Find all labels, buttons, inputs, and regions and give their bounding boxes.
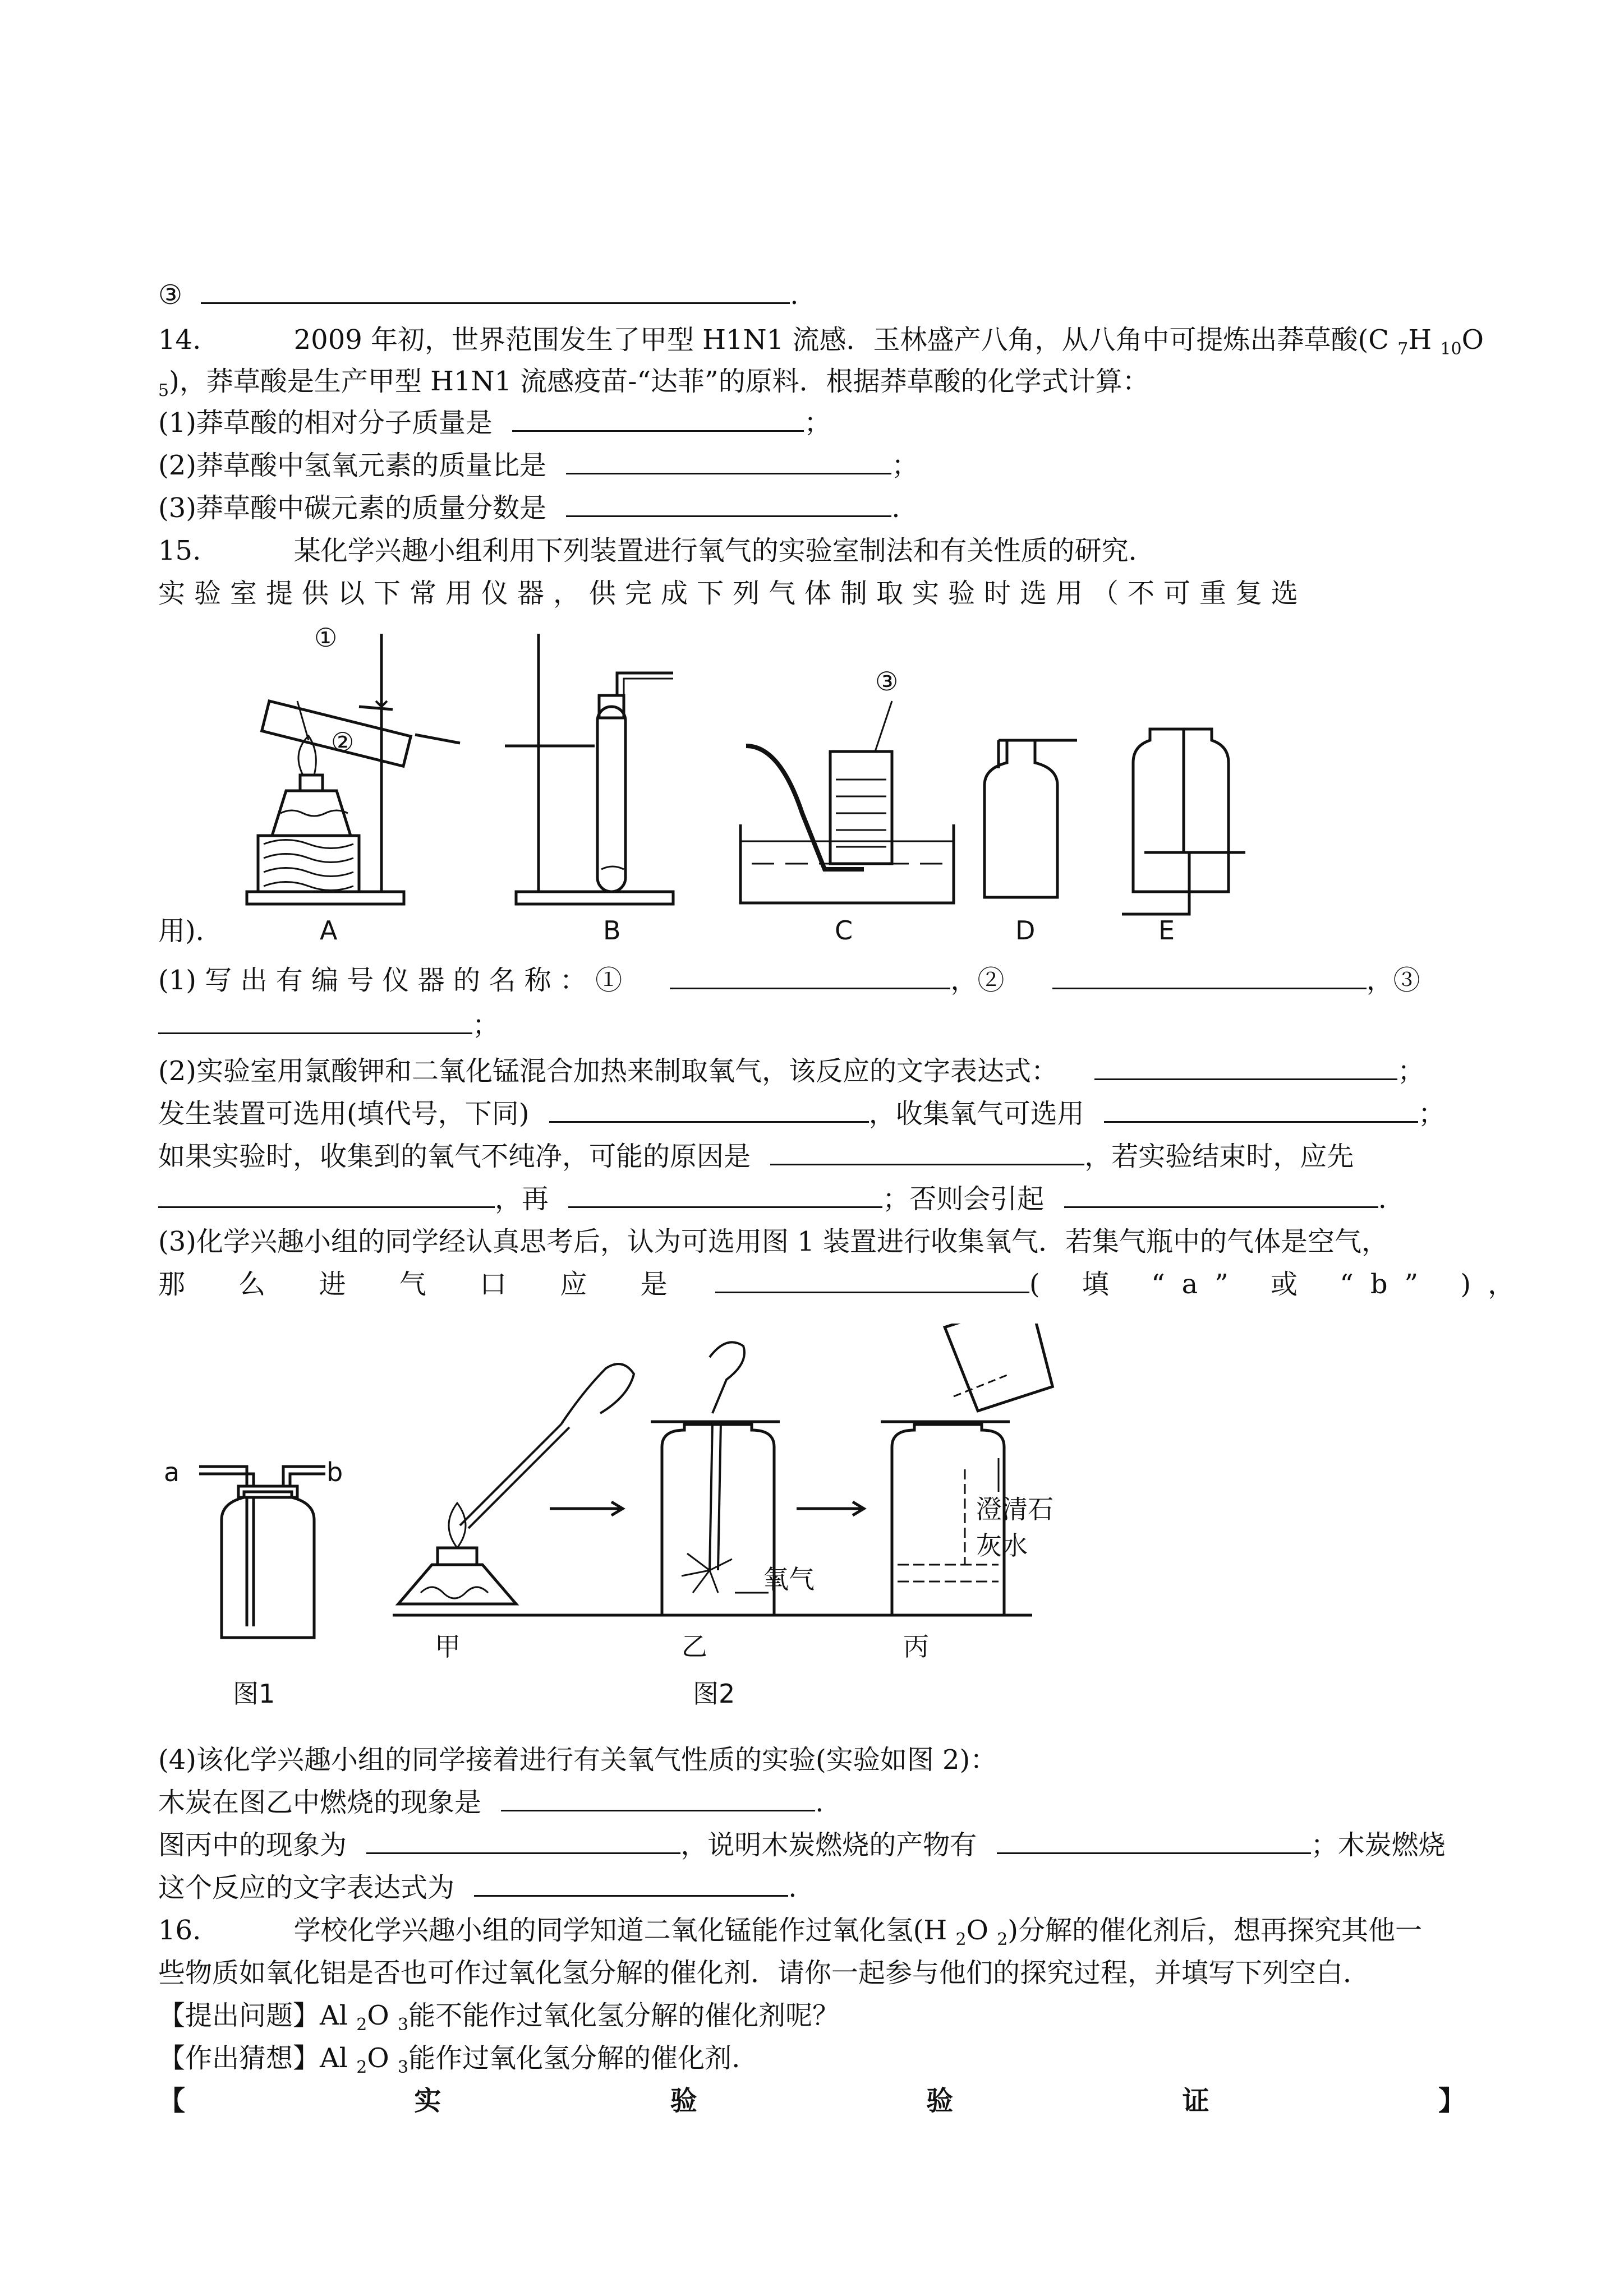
label-limewater-1: 澄清石 xyxy=(976,1494,1053,1524)
question-text: ( 填 “a” 或 “b” )， xyxy=(1029,1269,1532,1300)
answer-blank[interactable] xyxy=(512,408,804,432)
oxygen-jar xyxy=(651,1342,780,1615)
answer-blank[interactable] xyxy=(158,1010,472,1034)
q15-p4b xyxy=(158,1787,824,1818)
q16-line2: 些物质如氧化铝是否也可作过氧化氢分解的催化剂．请你一起参与他们的探究过程，并填写下列空白． xyxy=(158,1957,1370,1989)
limewater-jar xyxy=(881,1324,1058,1615)
answer-blank[interactable] xyxy=(501,1787,815,1811)
answer-blank[interactable] xyxy=(670,965,950,989)
label-d: D xyxy=(1015,915,1036,946)
formula-part: O xyxy=(1461,324,1484,356)
gas-bottle-fig1 xyxy=(199,1467,325,1638)
formula-part: O xyxy=(367,2000,389,2031)
bracket-close: 】 xyxy=(1438,2085,1465,2117)
answer-blank[interactable] xyxy=(201,280,790,304)
question-text: 发生装置可选用(填代号，下同) xyxy=(158,1098,530,1129)
answer-blank[interactable] xyxy=(549,1099,869,1123)
question-number: 16. xyxy=(158,1915,201,1946)
q16-question xyxy=(158,2000,839,2041)
q13-line xyxy=(158,279,799,311)
punct: ； xyxy=(804,407,831,439)
formula-part: O xyxy=(966,1915,988,1946)
punct: ，② xyxy=(950,965,1005,996)
punct: . xyxy=(815,1787,824,1818)
question-text: 那 么 进 气 口 应 是 xyxy=(158,1269,690,1300)
punct: ； xyxy=(1397,1055,1425,1087)
q14-sub3 xyxy=(158,492,900,524)
q16-hypothesis xyxy=(158,2043,740,2083)
subscript: 10 xyxy=(1440,339,1462,359)
question-text: 木炭在图乙中燃烧的现象是 xyxy=(158,1787,482,1818)
caption-fig2: 图2 xyxy=(693,1679,735,1709)
item-marker: ③ xyxy=(158,279,183,311)
question-text: 这个反应的文字表达式为 xyxy=(158,1872,455,1903)
q15-p4c xyxy=(158,1829,1446,1861)
q15-p4a: (4)该化学兴趣小组的同学接着进行有关氧气性质的实验(实验如图 2)： xyxy=(158,1744,997,1776)
question-text: ，收集氧气可选用 xyxy=(868,1098,1084,1129)
question-text: )，莽草酸是生产甲型 H1N1 流感疫苗-“达菲”的原料．根据莽草酸的化学式计算： xyxy=(169,366,1149,397)
apparatus-b xyxy=(505,634,673,904)
q15-p2b xyxy=(158,1098,1445,1129)
label-a: A xyxy=(320,915,338,946)
question-text: (2)莽草酸中氢氧元素的质量比是 xyxy=(158,450,546,481)
q15-line1 xyxy=(158,535,1156,566)
q15-p1 xyxy=(158,965,1420,996)
question-text: (1) 写 出 有 编 号 仪 器 的 名 称 ： ① xyxy=(158,965,623,996)
subscript: 3 xyxy=(398,2015,409,2035)
question-number: 14. xyxy=(158,324,201,356)
label-marker-3: ③ xyxy=(875,666,899,697)
question-text: 图丙中的现象为 xyxy=(158,1829,347,1861)
subscript: 7 xyxy=(1397,339,1409,359)
punct: . xyxy=(891,492,900,524)
alcohol-lamp xyxy=(398,1364,634,1604)
question-text: ，再 xyxy=(495,1183,549,1215)
punct: . xyxy=(790,279,799,311)
question-text: (2)实验室用氯酸钾和二氧化锰混合加热来制取氧气，该反应的文字表达式： xyxy=(158,1055,1058,1087)
answer-blank[interactable] xyxy=(1094,1056,1397,1080)
answer-blank[interactable] xyxy=(715,1269,1029,1293)
formula-part: O xyxy=(367,2043,389,2074)
question-text: 学校化学兴趣小组的同学知道二氧化锰能作过氧化氢(H xyxy=(293,1915,947,1946)
formula-part: H xyxy=(1408,324,1432,356)
heading-char: 验 xyxy=(926,2085,954,2117)
punct: ； xyxy=(472,1009,500,1041)
subscript: 2 xyxy=(356,2015,367,2035)
answer-blank[interactable] xyxy=(1104,1099,1418,1123)
question-text: 【提出问题】Al xyxy=(158,2000,348,2031)
answer-blank[interactable] xyxy=(770,1141,1084,1165)
q15-p1-cont xyxy=(158,1009,499,1041)
question-text: 如果实验时，收集到的氧气不纯净，可能的原因是 xyxy=(158,1141,751,1172)
q15-line3: 用)． xyxy=(158,915,223,947)
question-text: (1)莽草酸的相对分子质量是 xyxy=(158,407,493,439)
caption-fig1: 图1 xyxy=(233,1679,275,1709)
q15-p2d xyxy=(158,1183,1387,1215)
question-text: 能作过氧化氢分解的催化剂. xyxy=(408,2043,740,2074)
question-text: (3)莽草酸中碳元素的质量分数是 xyxy=(158,492,546,524)
subscript: 3 xyxy=(398,2058,409,2077)
question-text: ，若实验结束时，应先 xyxy=(1084,1141,1354,1172)
question-text: 能不能作过氧化氢分解的催化剂呢？ xyxy=(408,2000,840,2031)
q15-p3a: (3)化学兴趣小组的同学经认真思考后，认为可选用图 1 装置进行收集氧气．若集气瓶中的气体是空气， xyxy=(158,1226,1389,1257)
heading-char: 证 xyxy=(1182,2085,1209,2117)
subscript: 2 xyxy=(356,2058,367,2077)
label-yi: 乙 xyxy=(682,1631,707,1662)
q15-line2: 实验室提供以下常用仪器，供完成下列气体制取实验时选用（不可重复选 xyxy=(158,578,1308,609)
q16-line1 xyxy=(158,1915,1422,1956)
punct: ； xyxy=(1418,1098,1446,1129)
label-marker-2: ② xyxy=(331,727,355,757)
q15-p3b xyxy=(158,1269,1531,1300)
answer-blank[interactable] xyxy=(158,1184,495,1208)
answer-blank[interactable] xyxy=(1064,1184,1378,1208)
label-jia: 甲 xyxy=(435,1631,461,1662)
punct: . xyxy=(788,1872,797,1903)
subscript: 2 xyxy=(955,1930,967,1949)
q15-p2a xyxy=(158,1055,1424,1087)
q14-line1 xyxy=(158,324,1484,365)
q16-verify-heading xyxy=(158,2085,1465,2117)
punct: ，③ xyxy=(1366,965,1420,996)
port-label-b: b xyxy=(326,1457,343,1487)
q14-sub1 xyxy=(158,407,831,439)
apparatus-figure xyxy=(224,623,1268,937)
answer-blank[interactable] xyxy=(1052,965,1367,989)
subscript: 5 xyxy=(158,381,169,400)
apparatus-c xyxy=(740,701,954,903)
answer-blank[interactable] xyxy=(566,493,891,517)
label-oxygen: 氧气 xyxy=(763,1564,815,1594)
question-text: ；木炭燃烧 xyxy=(1310,1829,1446,1861)
q14-sub2 xyxy=(158,450,918,481)
answer-blank[interactable] xyxy=(366,1830,680,1854)
label-marker-1: ① xyxy=(314,623,338,653)
q15-p4d xyxy=(158,1872,797,1903)
bracket-open: 【 xyxy=(158,2085,186,2117)
punct: ； xyxy=(891,450,919,481)
label-bing: 丙 xyxy=(903,1631,929,1662)
question-text: 【作出猜想】Al xyxy=(158,2043,348,2074)
heading-char: 实 xyxy=(414,2085,441,2117)
label-e: E xyxy=(1158,915,1175,946)
label-limewater-2: 灰水 xyxy=(976,1530,1028,1561)
subscript: 2 xyxy=(997,1930,1008,1949)
answer-blank[interactable] xyxy=(997,1830,1311,1854)
label-b: B xyxy=(603,915,621,946)
heading-char: 验 xyxy=(670,2085,697,2117)
label-c: C xyxy=(835,915,853,946)
port-label-a: a xyxy=(164,1457,180,1487)
answer-blank[interactable] xyxy=(566,450,891,474)
answer-blank[interactable] xyxy=(474,1873,788,1897)
question-text: ，说明木炭燃烧的产物有 xyxy=(680,1829,977,1861)
apparatus-e xyxy=(1122,729,1245,914)
question-text: 2009 年初，世界范围发生了甲型 H1N1 流感．玉林盛产八角，从八角中可提炼出莽草酸(C xyxy=(293,324,1389,356)
question-text: )分解的催化剂后，想再探究其他一 xyxy=(1007,1915,1423,1946)
question-text: 某化学兴趣小组利用下列装置进行氧气的实验室制法和有关性质的研究． xyxy=(293,535,1156,566)
punct: . xyxy=(1378,1183,1387,1215)
apparatus-d xyxy=(984,740,1077,897)
question-number: 15. xyxy=(158,535,201,566)
apparatus-a xyxy=(247,634,460,904)
q15-p2c xyxy=(158,1141,1354,1172)
q14-line2 xyxy=(158,366,1149,407)
answer-blank[interactable] xyxy=(568,1184,882,1208)
question-text: ；否则会引起 xyxy=(882,1183,1045,1215)
